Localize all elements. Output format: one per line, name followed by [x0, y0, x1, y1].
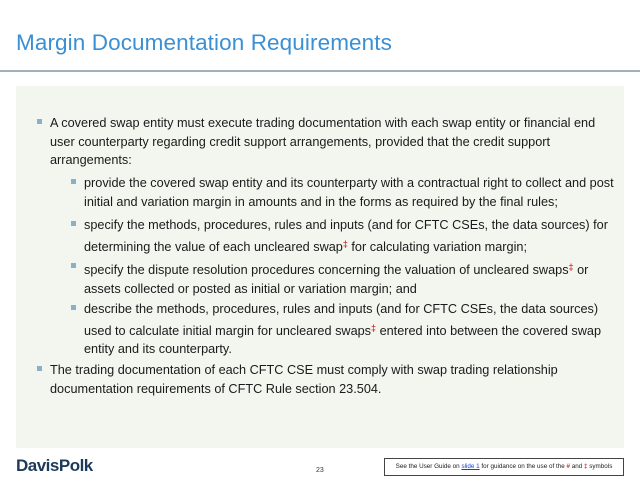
sub-bullet-1 — [84, 174, 615, 211]
sub-bullet-4-text-end: entered into between the covered swap entity and its counterparty. — [84, 323, 602, 357]
bullet-1 — [50, 114, 615, 170]
guide-text-end: symbols — [587, 463, 613, 470]
double-dagger-symbol: ‡ — [584, 463, 588, 470]
double-dagger-mark: ‡ — [568, 262, 574, 272]
guide-text: See the User Guide on — [395, 463, 462, 470]
double-dagger-mark: ‡ — [342, 238, 348, 249]
sub-bullet-2 — [84, 216, 615, 256]
user-guide-note — [384, 458, 624, 476]
bullet-square-icon — [37, 366, 42, 371]
double-dagger-mark: ‡ — [371, 322, 377, 333]
bullet-square-icon — [71, 179, 76, 184]
davis-polk-logo: DavisPolk — [16, 456, 93, 475]
sub-bullet-3 — [84, 258, 615, 298]
sub-bullet-2-text: specify the methods, procedures, rules and inputs (and for CFTC CSEs, the data sources) for determining the value of each uncleared swap — [84, 218, 608, 254]
title-divider — [0, 70, 640, 72]
sub-bullet-1-text: provide the covered swap entity and its counterparty with a contractual right to collect and post initial and variation margin in amounts and in the forms as required by the final rules; — [84, 176, 614, 209]
guide-text-and: and — [569, 463, 584, 470]
bullet-square-icon — [37, 119, 42, 124]
page-number: 23 — [316, 467, 324, 474]
bullet-1-text: A covered swap entity must execute trading documentation with each swap entity or financial end user counterparty regarding credit support arrangements, provided that the credit support arrangements: — [50, 116, 596, 168]
bullet-square-icon — [71, 263, 76, 268]
hash-symbol: # — [566, 463, 570, 470]
bullet-square-icon — [71, 221, 76, 226]
guide-text-mid: for guidance on the use of the — [479, 463, 567, 470]
bullet-2 — [50, 361, 615, 398]
slide-1-link[interactable]: slide 1 — [461, 463, 480, 470]
bullet-square-icon — [71, 305, 76, 310]
sub-bullet-2-text-end: for calculating variation margin; — [347, 239, 527, 254]
sub-bullet-3-text-end: or assets collected or posted as initial or variation margin; and — [84, 263, 589, 296]
sub-bullet-4 — [84, 300, 615, 359]
sub-bullet-4-text: describe the methods, procedures, rules and inputs (and for CFTC CSEs, the data sources) used to calculate initial margin for uncleared swaps — [84, 302, 599, 338]
slide-title: Margin Documentation Requirements — [16, 30, 392, 55]
sub-bullet-3-text: specify the dispute resolution procedures concerning the valuation of uncleared swaps — [84, 263, 569, 277]
bullet-2-text: The trading documentation of each CFTC CSE must comply with swap trading relationship documentation requirements of CFTC Rule section 23.504. — [50, 363, 558, 396]
